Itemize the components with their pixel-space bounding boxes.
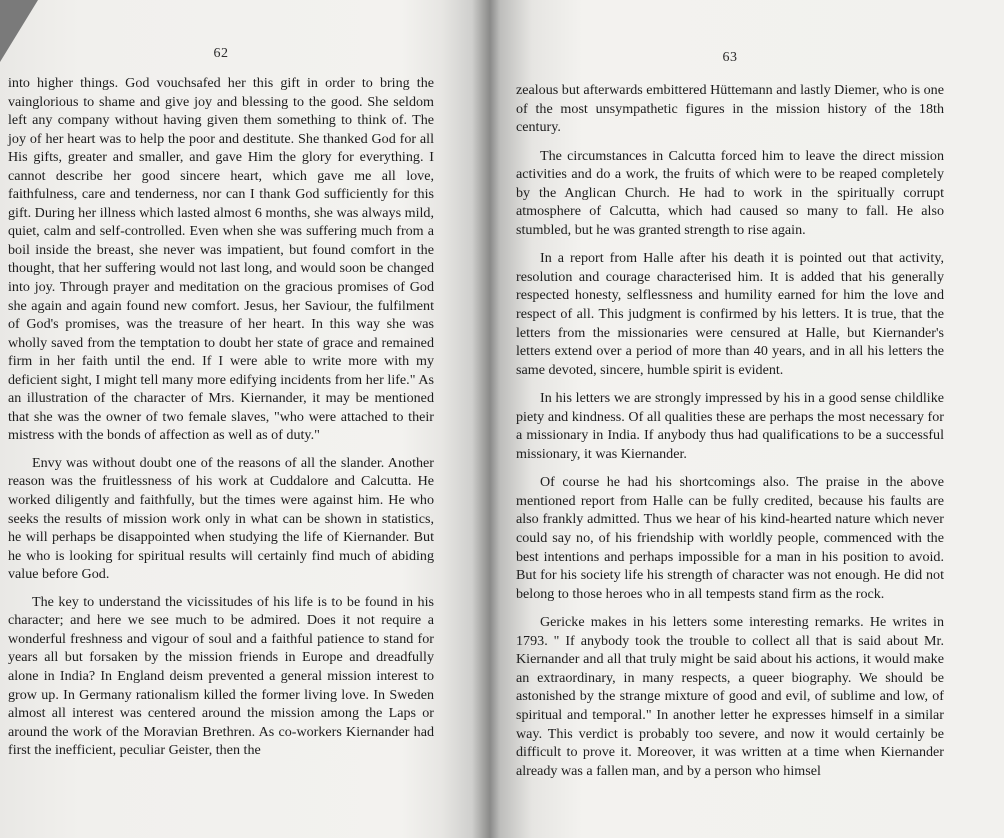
right-paragraph-4: In his letters we are strongly impressed by his in a good sense childlike piety and kindness. Of all qualities these are perhaps the most necessary for a missionary in India. If anybody thus had qualifications to be a successful missionary, it was Kiernander. — [516, 390, 944, 462]
right-page-text — [516, 81, 944, 780]
right-paragraph-5: Of course he had his shortcomings also. The praise in the above mentioned report from Halle can be fully credited, because his faults are also frankly admitted. Thus we hear of his kind-hearted nature which never could say no, of his friendship with worldly people, commenced with the best intentions and perhaps impossible for a man in his position to avoid. But for his society life his strength of character was not enough. He did not belong to those heroes who in all tempests stand firm as the rock. — [516, 474, 944, 602]
left-page-text — [8, 74, 434, 760]
left-paragraph-1: into higher things. God vouchsafed her this gift in order to bring the vainglorious to shame and give joy and blessing to the good. She seldom left any company without having given them something to think of. The joy of her heart was to help the poor and destitute. She thanked God for all His gifts, greater and smaller, and gave Him the glory for everything. I cannot describe her good sincere heart, which gave me all love, faithfulness, care and tenderness, nor can I thank God sufficiently for this gift. During her illness which lasted almost 6 months, she was always mild, quiet, calm and self-controlled. Even when she was suffering much from a boil inside the breast, she never was impatient, but found comfort in the thought, that her suffering would not last long, and would soon be changed into joy. Through prayer and meditation on the gracious promises of God she again and again found new comfort. Jesus, her Saviour, the fulfilment of God's promises, was the treasure of her heart. In this way she was wholly saved from the temptation to doubt her state of grace and remained firm in her faith until the end. If I were able to write more with my deficient sight, I might tell many more edifying incidents from her life." As an illustration of the character of Mrs. Kiernander, it may be mentioned that she was the owner of two female slaves, "who were attached to their mistress with the bonds of affection as well as of duty." — [8, 75, 434, 444]
right-page — [516, 0, 944, 838]
left-page-number: 62 — [213, 46, 229, 61]
left-paragraph-3: The key to understand the vicissitudes of his life is to be found in his character; and here we see much to be admired. Does it not require a wonderful freshness and vigour of soul and a faithful patience to stand for years all but forsaken by the mission friends in Europe and dreadfully alone in India? In England deism prevented a general mission interest to grow up. In Germany rationalism killed the former living love. In Sweden almost all interest was centered around the mission among the Laps or around the work of the Moravian Brethren. As co-workers Kiernander had first the inefficient, peculiar Geister, then the — [8, 593, 434, 759]
left-paragraph-2: Envy was without doubt one of the reasons of all the slander. Another reason was the fruitlessness of his work at Cuddalore and Calcutta. He worked diligently and faithfully, but the times were against him. He who seeks the results of mission work only in what can be shown in statistics, he will perhaps be disappointed when studying the life of Kiernander. But he who is looking for spiritual results will certainly find much of abiding value before God. — [8, 454, 434, 583]
left-page — [8, 0, 434, 838]
right-paragraph-1: zealous but afterwards embittered Hüttemann and lastly Diemer, who is one of the most unsympathetic figures in the mission history of the 18th century. — [516, 82, 944, 136]
right-paragraph-2: The circumstances in Calcutta forced him to leave the direct mission activities and do a work, the fruits of which were to be reaped completely by the Anglican Church. He had to work in the spiritually corrupt atmosphere of Calcutta, which had caused so many to fall. He also stumbled, but he was granted strength to rise again. — [516, 147, 944, 238]
right-page-number: 63 — [722, 50, 738, 65]
right-paragraph-3: In a report from Halle after his death it is pointed out that activity, resolution and courage characterised him. It is added that his generally respected honesty, selflessness and humility earned for him the love and respect of all. This judgment is confirmed by his letters. It is true, that the letters from the missionaries were censured at Halle, but Kiernander's letters extend over a period of more than 40 years, and in all his letters the same devoted, sincere, humble spirit is evident. — [516, 250, 944, 378]
right-paragraph-6: Gericke makes in his letters some interesting remarks. He writes in 1793. " If anybody took the trouble to collect all that is said about Mr. Kiernander and all that truly might be said about his actions, it would make an extraordinary, in many respects, a queer biography. We should be astonished by the strange mixture of good and evil, of sublime and low, of spiritual and temporal." In another letter he expresses himself in a similar way. This verdict is probably too severe, and now it would certainly be difficult to prove it. Moreover, it was written at a time when Kiernander already was a fallen man, and by a person who himsel — [516, 614, 944, 779]
